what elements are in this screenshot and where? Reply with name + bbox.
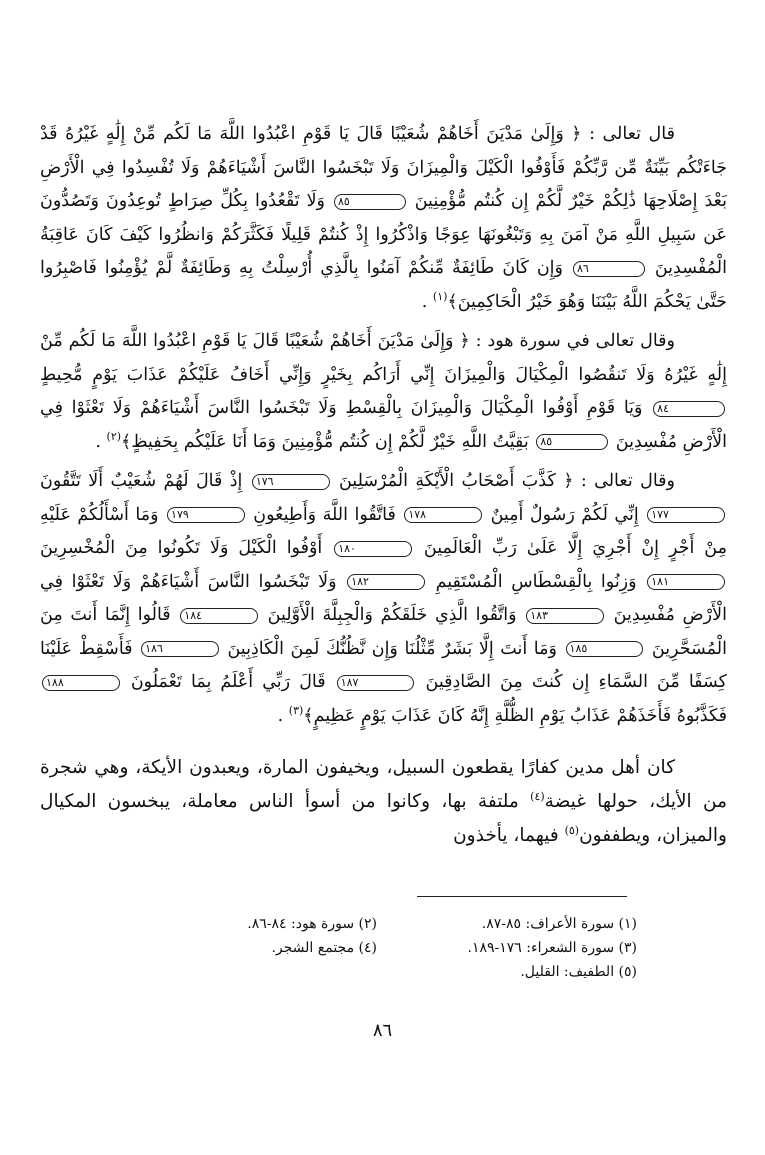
quran-verse: أَوْفُوا الْكَيْلَ وَلَا تَكُونُوا مِنَ الْمُخْسِرِينَ (40, 538, 323, 558)
paragraph-4 (40, 751, 727, 853)
prose-text: كان أهل مدين كفارًا يقطعون السبيل، ويخيفون المارة، ويعبدون الأيكة، وهي شجرة من الأيك، حولها غيضة (40, 757, 727, 812)
footnote-5: (٥) الطفيف: القليل. (520, 964, 637, 980)
ayah-number-marker: ١٨٨ (42, 675, 120, 691)
ayah-number-marker: ١٨٦ (141, 641, 219, 657)
closing-bracket: ﴾ (121, 431, 132, 452)
ayah-number-marker: ١٨٢ (347, 574, 425, 590)
full-stop: . (421, 291, 428, 312)
quran-verse: وَمَا أَسْأَلُكُمْ عَلَيْهِ مِنْ أَجْرٍ إِنْ أَجْرِيَ إِلَّا عَلَىٰ رَبِّ الْعَالَمِينَ (40, 504, 727, 558)
quran-verse: قَالُوا إِنَّمَا أَنتَ مِنَ الْمُسَحَّرِينَ (40, 605, 727, 659)
quran-verse: فَأَسْقِطْ عَلَيْنَا كِسَفًا مِّنَ السَّمَاءِ إِن كُنتَ مِنَ الصَّادِقِينَ (40, 638, 727, 692)
prose-text: فيهما، يأخذون (453, 825, 559, 846)
footnote-reference: (٣) (288, 703, 304, 717)
ayah-number-marker: ٨٤ (653, 401, 725, 417)
footnote-reference: (٢) (106, 429, 122, 443)
ayah-number-marker: ١٧٦ (252, 474, 330, 490)
footnotes (117, 912, 637, 984)
footnote-reference: (٥) (564, 823, 580, 837)
ayah-number-marker: ١٨٧ (337, 675, 415, 691)
quran-verse: وَإِن كَانَ طَائِفَةٌ مِّنكُمْ آمَنُوا بِالَّذِي أُرْسِلْتُ بِهِ وَطَائِفَةٌ لَّمْ يُؤْمِنُوا فَاصْبِرُوا حَتَّىٰ يَحْكُمَ اللَّهُ بَيْنَنَا وَهُوَ خَيْرُ الْحَاكِمِينَ (40, 258, 727, 312)
quran-verse: وَمَا أَنتَ إِلَّا بَشَرٌ مِّثْلُنَا وَإِن نَّظُنُّكَ لَمِنَ الْكَاذِبِينَ (227, 638, 557, 659)
footnote-3: (٣) سورة الشعراء: ١٧٦-١٨٩. (467, 940, 637, 956)
paragraph-3 (40, 465, 727, 733)
footnote-4: (٤) مجتمع الشجر. (271, 940, 377, 956)
ayah-number-marker: ١٨١ (647, 574, 725, 590)
ayah-number-marker: ١٧٧ (647, 507, 725, 523)
quran-verse: بَقِيَّتُ اللَّهِ خَيْرٌ لَّكُمْ إِن كُنتُم مُّؤْمِنِينَ وَمَا أَنَا عَلَيْكُم بِحَفِيظٍ (131, 431, 529, 452)
page-number: ٨٦ (372, 1020, 393, 1041)
quran-verse: وَلَا تَبْخَسُوا النَّاسَ أَشْيَاءَهُمْ وَلَا تَعْثَوْا فِي الْأَرْضِ مُفْسِدِينَ (40, 571, 727, 625)
ayah-number-marker: ١٨٤ (180, 608, 258, 624)
ayah-number-marker: ١٧٨ (404, 507, 482, 523)
quran-verse: وَإِلَىٰ مَدْيَنَ أَخَاهُمْ شُعَيْبًا قَالَ يَا قَوْمِ اعْبُدُوا اللَّهَ مَا لَكُم مِّنْ إِلَٰهٍ غَيْرُهُ قَدْ جَاءَتْكُم بَيِّنَةٌ مِّن رَّبِّكُمْ فَأَوْفُوا الْكَيْلَ وَالْمِيزَانَ وَلَا تَبْخَسُوا النَّاسَ أَشْيَاءَهُمْ وَلَا تُفْسِدُوا فِي الْأَرْضِ بَعْدَ إِصْلَاحِهَا ذَٰلِكُمْ خَيْرٌ لَّكُمْ إِن كُنتُم مُّؤْمِنِينَ (40, 124, 727, 211)
footnote-row (117, 936, 637, 960)
quran-verse: فَكَذَّبُوهُ فَأَخَذَهُمْ عَذَابُ يَوْمِ الظُّلَّةِ إِنَّهُ كَانَ عَذَابَ يَوْمٍ عَظِيمٍ (313, 705, 727, 726)
ayah-number-marker: ١٨٥ (566, 641, 644, 657)
quran-verse: كَذَّبَ أَصْحَابُ الْأَيْكَةِ الْمُرْسَلِينَ (338, 471, 556, 491)
paragraph-intro: وقال تعالى : ﴿ (563, 471, 675, 491)
quran-verse: إِذْ قَالَ لَهُمْ شُعَيْبٌ أَلَا تَتَّقُونَ (40, 471, 243, 491)
quran-verse: وَاتَّقُوا الَّذِي خَلَقَكُمْ وَالْجِبِلَّةَ الْأَوَّلِينَ (267, 605, 517, 625)
ayah-number-marker: ٨٥ (536, 434, 608, 450)
closing-bracket: ﴾ (447, 291, 458, 312)
footnote-2: (٢) سورة هود: ٨٤-٨٦. (247, 916, 377, 932)
prose-text: ملتفة بها، وكانوا من أسوأ الناس معاملة، يبخسون المكيال والميزان، ويطففون (40, 791, 727, 846)
main-text (40, 118, 727, 859)
paragraph-2 (40, 325, 727, 459)
footnote-1: (١) سورة الأعراف: ٨٥-٨٧. (481, 916, 637, 932)
ayah-number-marker: ٨٥ (334, 194, 406, 210)
footnote-row (117, 960, 637, 984)
footnote-row (117, 912, 637, 936)
ayah-number-marker: ١٨٣ (526, 608, 604, 624)
paragraph-intro: قال تعالى : ﴿ (571, 124, 675, 144)
paragraph-intro: وقال تعالى في سورة هود : ﴿ (459, 331, 675, 351)
quran-verse: إِنِّي لَكُمْ رَسُولٌ أَمِينٌ (490, 504, 639, 525)
full-stop: . (277, 705, 284, 726)
footnote-reference: (١) (432, 289, 448, 303)
quran-verse: قَالَ رَبِّي أَعْلَمُ بِمَا تَعْمَلُونَ (130, 672, 326, 692)
ayah-number-marker: ١٧٩ (167, 507, 245, 523)
quran-verse: وَإِلَىٰ مَدْيَنَ أَخَاهُمْ شُعَيْبًا قَالَ يَا قَوْمِ اعْبُدُوا اللَّهَ مَا لَكُم مِّنْ إِلَٰهٍ غَيْرُهُ وَلَا تَنقُصُوا الْمِكْيَالَ وَالْمِيزَانَ إِنِّي أَرَاكُم بِخَيْرٍ وَإِنِّي أَخَافُ عَلَيْكُمْ عَذَابَ يَوْمٍ مُّحِيطٍ (40, 331, 727, 385)
closing-bracket: ﴾ (303, 705, 314, 726)
full-stop: . (95, 431, 101, 452)
quran-verse: فَاتَّقُوا اللَّهَ وَأَطِيعُونِ (253, 504, 396, 525)
quran-verse: وَيَا قَوْمِ أَوْفُوا الْمِكْيَالَ وَالْمِيزَانَ بِالْقِسْطِ وَلَا تَبْخَسُوا النَّاسَ أَشْيَاءَهُمْ وَلَا تَعْثَوْا فِي الْأَرْضِ مُفْسِدِينَ (40, 398, 727, 452)
footnote-reference: (٤) (530, 789, 545, 803)
footnote-divider (417, 896, 627, 897)
ayah-number-marker: ١٨٠ (334, 541, 412, 557)
ayah-number-marker: ٨٦ (573, 261, 645, 277)
paragraph-1 (40, 118, 727, 319)
quran-verse: وَلَا تَقْعُدُوا بِكُلِّ صِرَاطٍ تُوعِدُونَ وَتَصُدُّونَ عَن سَبِيلِ اللَّهِ مَنْ آمَنَ بِهِ وَتَبْغُونَهَا عِوَجًا وَاذْكُرُوا إِذْ كُنتُمْ قَلِيلًا فَكَثَّرَكُمْ وَانظُرُوا كَيْفَ كَانَ عَاقِبَةُ الْمُفْسِدِينَ (40, 191, 727, 278)
quran-verse: وَزِنُوا بِالْقِسْطَاسِ الْمُسْتَقِيمِ (435, 571, 637, 592)
